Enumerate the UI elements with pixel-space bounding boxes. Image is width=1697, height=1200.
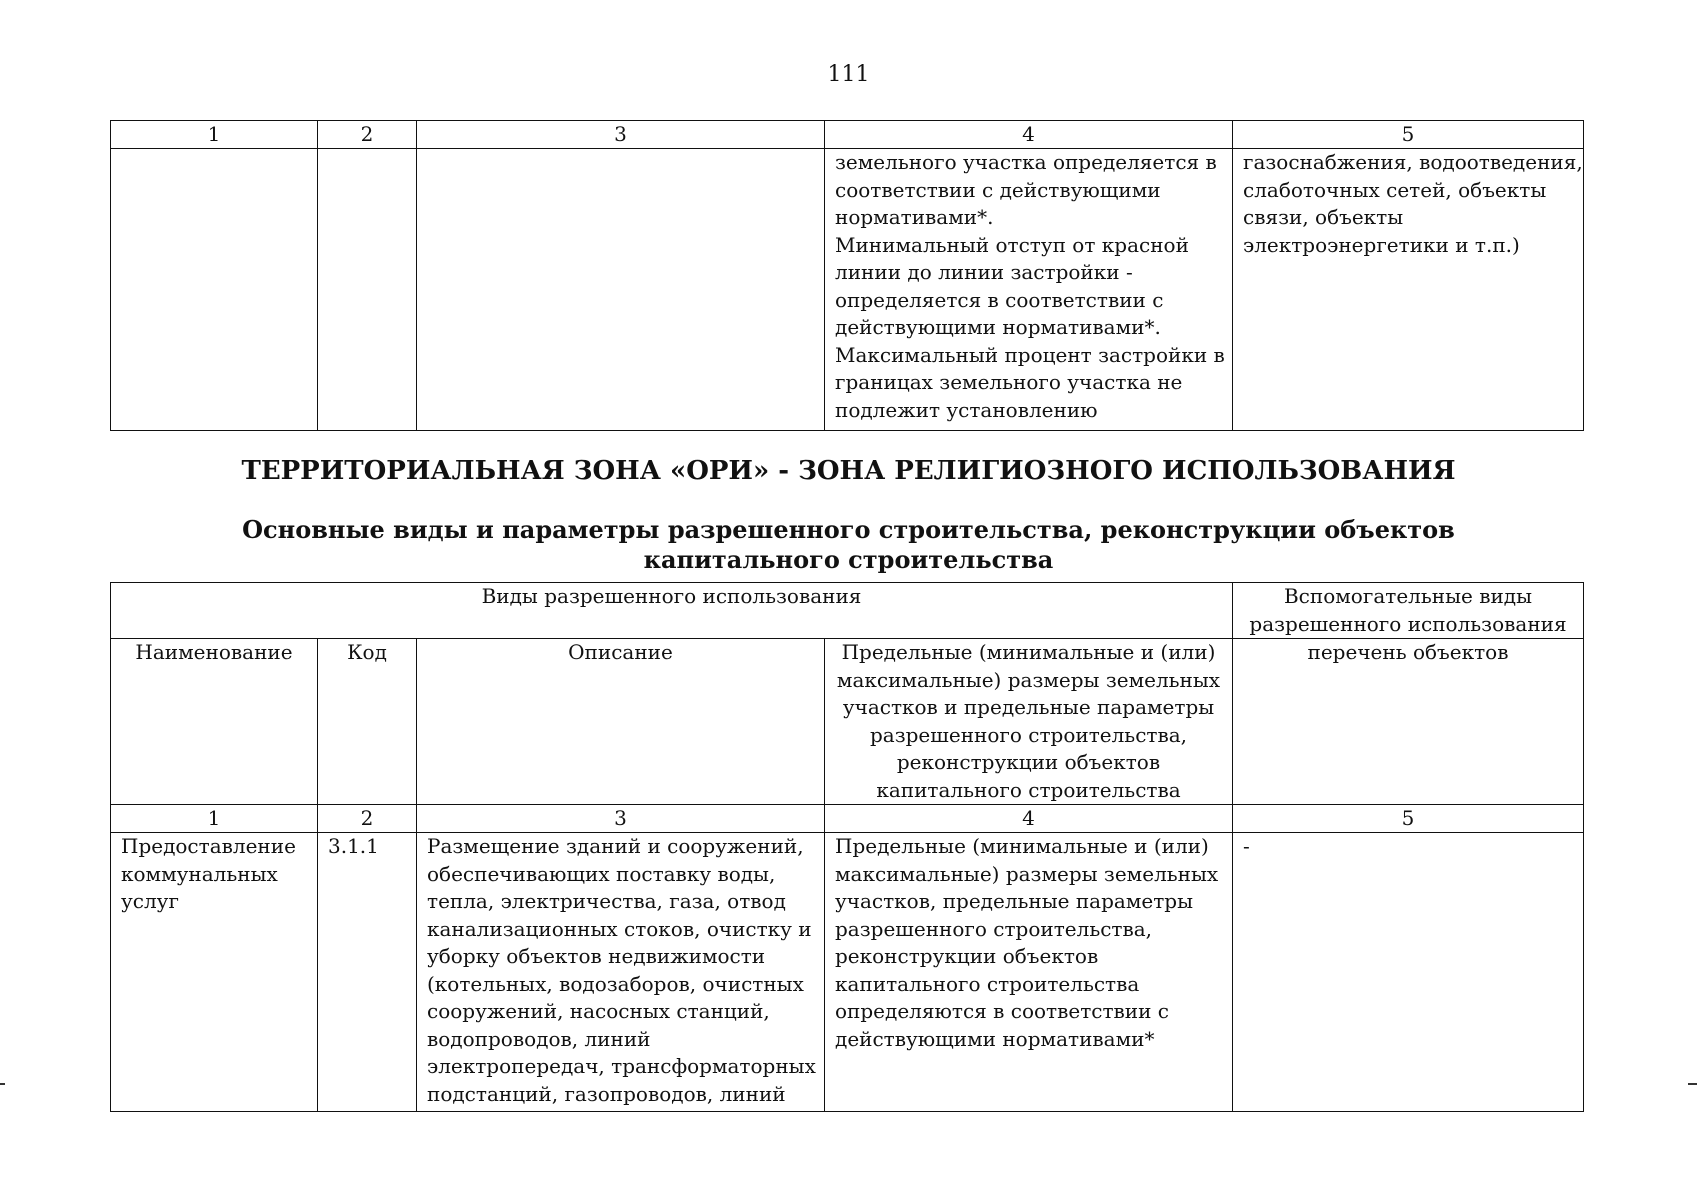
text-line: канализационных стоков, очистку и — [427, 916, 812, 941]
empty-cell — [417, 149, 825, 431]
column-number: 4 — [825, 805, 1233, 833]
text-line: Минимальный отступ от красной — [835, 232, 1189, 257]
section-title: Основные виды и параметры разрешенного строительства, реконструкции объектов капитального строительства — [242, 515, 1455, 574]
text-line: связи, объекты — [1243, 205, 1404, 229]
column-number: 5 — [1233, 121, 1584, 149]
header-objects: перечень объектов — [1233, 639, 1584, 805]
text-line: капитального строительства — [835, 971, 1140, 996]
description-cell — [417, 833, 825, 1112]
aux-header: Вспомогательные виды разрешенного использования — [1233, 583, 1584, 639]
limits-cell — [825, 149, 1233, 431]
text-line: Максимальный процент застройки в — [835, 342, 1225, 367]
page-number: 111 — [827, 62, 870, 87]
text-line: земельного участка определяется в — [835, 150, 1217, 174]
text-line: газоснабжения, водоотведения, — [1243, 150, 1583, 174]
header-code: Код — [318, 639, 417, 805]
limits-cell — [825, 833, 1233, 1112]
text-line: определяется в соответствии с — [835, 287, 1164, 312]
text-line: разрешенного строительства, — [835, 916, 1153, 941]
text-line: соответствии с действующими — [835, 177, 1161, 202]
text-line: линии до линии застройки - — [835, 260, 1133, 284]
empty-cell — [111, 149, 318, 431]
text-line: определяются в соответствии с — [835, 999, 1170, 1023]
text-line: (котельных, водозаборов, очистных — [427, 971, 804, 996]
header-limits: Предельные (минимальные и (или) максимальные) размеры земельных участков и предельные параметры разрешенного строительства, реконструкции объектов капитального строительства — [825, 639, 1233, 805]
table-row — [111, 149, 1584, 431]
column-number: 4 — [825, 121, 1233, 149]
column-number: 1 — [111, 121, 318, 149]
column-number-row — [111, 121, 1584, 149]
text-line: водопроводов, линий — [427, 1026, 651, 1051]
code-cell: 3.1.1 — [318, 833, 417, 1112]
text-line: нормативами*. — [835, 205, 994, 229]
continuation-table — [110, 120, 1584, 431]
header-description: Описание — [417, 639, 825, 805]
text-line: электроэнергетики и т.п.) — [1243, 232, 1520, 257]
empty-cell — [318, 149, 417, 431]
left-margin-mark — [0, 1083, 5, 1085]
table-row — [111, 833, 1584, 1112]
text-line: Размещение зданий и сооружений, — [427, 834, 804, 858]
name-cell — [111, 833, 318, 1112]
column-number-row — [111, 805, 1584, 833]
text-line: обеспечивающих поставку воды, — [427, 861, 776, 886]
text-line: подстанций, газопроводов, линий — [427, 1081, 786, 1106]
text-line: действующими нормативами*. — [835, 315, 1161, 339]
text-line: реконструкции объектов — [835, 944, 1099, 968]
column-number: 3 — [417, 805, 825, 833]
text-line: электропередач, трансформаторных — [427, 1054, 816, 1078]
text-line: услуг — [121, 889, 179, 913]
text-line: Предельные (минимальные и (или) — [835, 834, 1209, 858]
column-number: 3 — [417, 121, 825, 149]
objects-cell — [1233, 149, 1584, 431]
column-number: 2 — [318, 121, 417, 149]
header-name: Наименование — [111, 639, 318, 805]
zone-title: ТЕРРИТОРИАЛЬНАЯ ЗОНА «ОРИ» - ЗОНА РЕЛИГИОЗНОГО ИСПОЛЬЗОВАНИЯ — [241, 456, 1456, 486]
text-line: границах земельного участка не — [835, 370, 1183, 394]
text-line: тепла, электричества, газа, отвод — [427, 889, 786, 913]
text-line: слаботочных сетей, объекты — [1243, 177, 1547, 202]
text-line: подлежит установлению — [835, 397, 1098, 422]
objects-cell: - — [1233, 833, 1584, 1112]
main-table — [110, 582, 1584, 1112]
group-header-row — [111, 583, 1584, 639]
column-number: 1 — [111, 805, 318, 833]
text-line: уборку объектов недвижимости — [427, 944, 766, 968]
text-line: участков, предельные параметры — [835, 889, 1194, 913]
right-margin-mark — [1688, 1083, 1697, 1085]
text-line: коммунальных — [121, 861, 278, 886]
column-number: 5 — [1233, 805, 1584, 833]
text-line: максимальные) размеры земельных — [835, 861, 1219, 886]
column-number: 2 — [318, 805, 417, 833]
text-line: Предоставление — [121, 834, 296, 858]
text-line: действующими нормативами* — [835, 1026, 1155, 1051]
column-header-row — [111, 639, 1584, 805]
text-line: сооружений, насосных станций, — [427, 999, 770, 1023]
group-header: Виды разрешенного использования — [111, 583, 1233, 639]
